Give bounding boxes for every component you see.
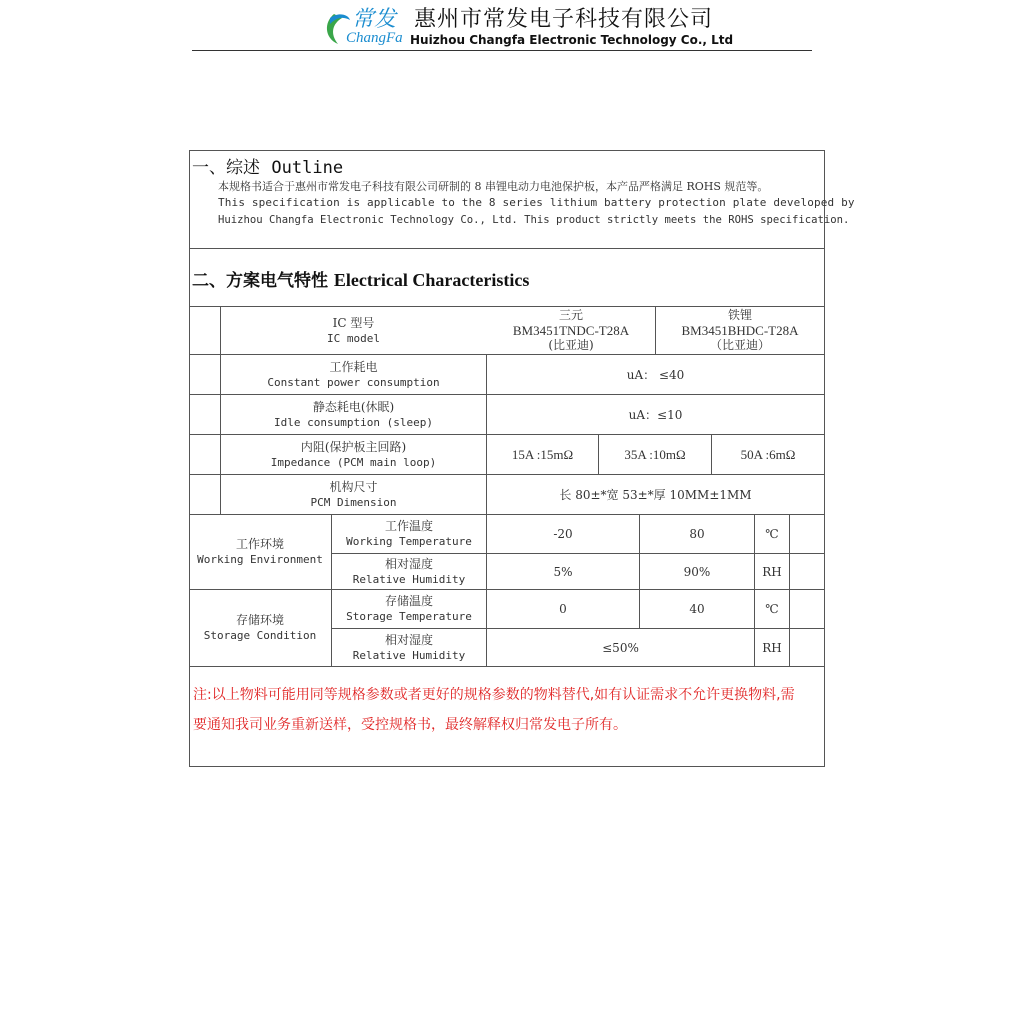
storage-temp-max: 40 [689, 602, 705, 616]
ic-model-label [221, 307, 486, 354]
storage-label [189, 590, 331, 666]
impedance-15a: 15A :15mΩ [511, 446, 574, 462]
storage-label-cn: 存储环境 [235, 613, 284, 627]
storage-temp-unit: ℃ [765, 602, 779, 616]
section-divider [189, 248, 824, 249]
working-temp-min: -20 [553, 527, 573, 541]
outline-heading [192, 153, 343, 178]
company-name-chinese: 惠州市常发电子科技有限公司 [414, 7, 714, 32]
storage-humidity-label-cn: 相对湿度 [384, 632, 433, 647]
disclaimer-line-1: 注:以上物料可能用同等规格参数或者更好的规格参数的物料替代,如有认证需求不允许更换物料,需 [193, 687, 795, 703]
ic-model-label-cn: IC 型号 [332, 315, 375, 330]
storage-temp-label [332, 590, 486, 628]
header-divider [192, 50, 812, 51]
working-humidity-max: 90% [683, 564, 711, 579]
idle-label-en: Idle consumption (sleep) [274, 415, 433, 429]
table-line [189, 666, 824, 667]
outline-line-2: This specification is applicable to the 8 series lithium battery protection plate developed by [218, 196, 855, 209]
ic-model-lfp [656, 305, 824, 355]
logo-english-text: ChangFa [346, 30, 403, 46]
dimension-label [221, 475, 486, 514]
electrical-heading [192, 266, 529, 291]
working-humidity-min: 5% [553, 564, 573, 579]
working-humidity-label-en: Relative Humidity [352, 572, 466, 586]
outline-heading-en: Outline [271, 158, 344, 178]
working-humidity-unit: RH [762, 564, 782, 579]
dimension-value: 长 80±*宽 53±*厚 10MM±1MM [559, 487, 752, 502]
table-line [789, 514, 790, 666]
storage-temp-label-en: Storage Temperature [346, 610, 472, 623]
disclaimer-line-2: 要通知我司业务重新送样，受控规格书，最终解释权归常发电子所有。 [193, 717, 627, 733]
ic-model-ternary [487, 305, 655, 355]
ic-ternary-type: 三元 [558, 307, 583, 322]
working-env-label-cn: 工作环境 [235, 537, 284, 551]
working-temp-label-en: Working Temperature [346, 535, 472, 548]
working-env-label-en: Working Environment [197, 553, 323, 566]
ic-lfp-model: BM3451BHDC-T28A [681, 322, 799, 338]
ic-lfp-type: 铁锂 [727, 307, 752, 322]
idle-consumption-value: uA：≤10 [628, 407, 683, 422]
dimension-label-cn: 机构尺寸 [329, 479, 378, 494]
constant-power-label-en: Constant power consumption [267, 375, 440, 389]
idle-label-cn: 静态耗电(休眠) [312, 399, 395, 414]
impedance-label-cn: 内阻(保护板主回路) [300, 439, 407, 454]
ic-model-label-en: IC model [327, 331, 380, 345]
outline-line-3: Huizhou Changfa Electronic Technology Co., Ltd. This product strictly meets the ROHS specification. [218, 214, 850, 226]
constant-power-label [221, 355, 486, 394]
working-env-label [189, 515, 331, 589]
working-temp-max: 80 [689, 527, 705, 541]
idle-consumption-label [221, 395, 486, 434]
storage-temp-label-cn: 存储温度 [384, 594, 433, 608]
company-name-english: Huizhou Changfa Electronic Technology Co., Ltd [410, 33, 734, 47]
impedance-label [221, 435, 486, 474]
dimension-label-en: PCM Dimension [310, 495, 397, 509]
disclaimer-note [193, 680, 823, 740]
electrical-heading-en: Electrical Characteristics [333, 270, 530, 290]
outline-line-1: 本规格书适合于惠州市常发电子科技有限公司研制的 8 串锂电动力电池保护板，本产品严格满足 ROHS 规范等。 [218, 180, 769, 193]
impedance-50a: 50A :6mΩ [740, 446, 796, 462]
impedance-35a: 35A :10mΩ [624, 446, 686, 462]
ic-ternary-brand: (比亚迪) [548, 337, 594, 352]
storage-humidity-value: ≤50% [602, 640, 639, 655]
storage-label-en: Storage Condition [203, 629, 317, 642]
working-humidity-label-cn: 相对湿度 [384, 556, 433, 571]
logo-chinese-text: 常发 [352, 7, 397, 32]
storage-temp-min: 0 [559, 602, 567, 616]
constant-power-value: uA： ≤40 [626, 367, 685, 382]
storage-humidity-label [332, 629, 486, 666]
working-temp-label [332, 515, 486, 553]
constant-power-label-cn: 工作耗电 [329, 359, 378, 374]
working-temp-unit: ℃ [765, 527, 779, 541]
impedance-label-en: Impedance (PCM main loop) [270, 455, 437, 469]
outline-heading-cn: 一、综述 [192, 158, 260, 178]
electrical-heading-cn: 二、方案电气特性 [192, 271, 328, 291]
working-temp-label-cn: 工作温度 [384, 519, 433, 533]
storage-humidity-label-en: Relative Humidity [352, 648, 466, 662]
ic-ternary-model: BM3451TNDC-T28A [512, 322, 630, 338]
ic-lfp-brand: （比亚迪） [709, 337, 770, 352]
storage-humidity-unit: RH [762, 640, 782, 655]
working-humidity-label [332, 554, 486, 589]
